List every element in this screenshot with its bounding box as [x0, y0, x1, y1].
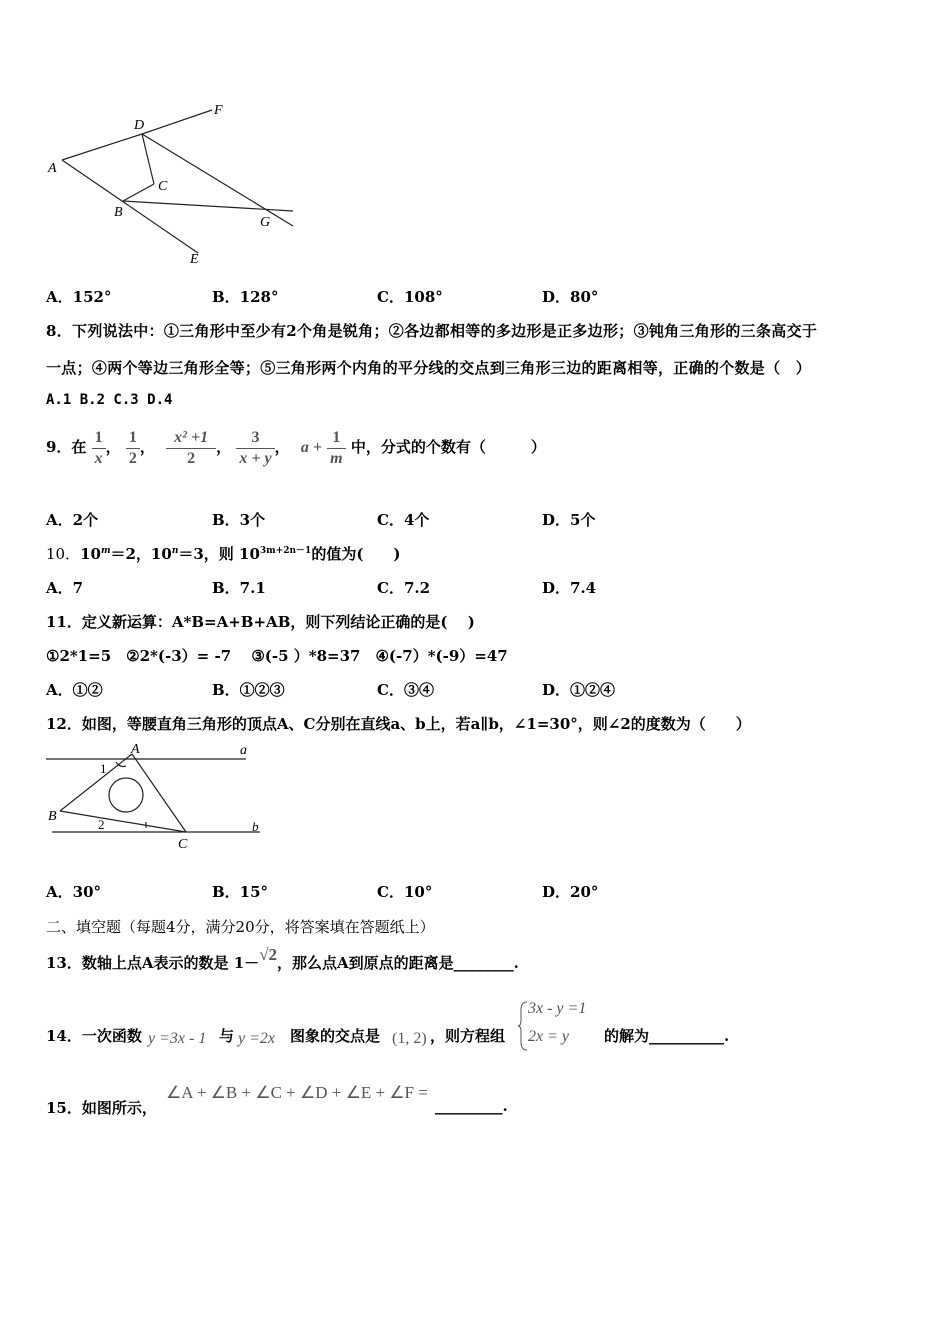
label-line-a: a	[240, 743, 247, 758]
q10-prefix: 10．	[46, 545, 81, 563]
q9-frac-4	[236, 428, 274, 469]
q11-option-a: A．①②	[46, 681, 103, 699]
q7-option-c: C．108°	[377, 288, 443, 306]
q12-figure	[40, 738, 270, 858]
label-a: A	[131, 742, 140, 757]
frac-num: 1	[92, 428, 106, 449]
q9-sep: ，	[274, 438, 290, 456]
q9-stem	[46, 425, 546, 470]
q10-sup-exp: 3m+2n－1	[259, 546, 312, 556]
q9-sep: ，	[139, 438, 155, 456]
q8-line1: 8．下列说法中：①三角形中至少有2个角是锐角；②各边都相等的多边形是正多边形；③钝角三角形的三条高交于	[46, 322, 818, 340]
q11-option-b: B．①②③	[212, 681, 285, 699]
q11-stem: 11．定义新运算：A*B=A+B+AB，则下列结论正确的是( )	[46, 613, 475, 631]
q14-suffix: 的解为__________.	[604, 1027, 730, 1045]
q9-frac-1	[92, 428, 106, 469]
label-b: B	[114, 205, 123, 220]
q8-options: A.1 B.2 C.3 D.4	[46, 392, 173, 408]
q13-sqrt: √2	[259, 945, 278, 964]
frac-den: m	[330, 449, 343, 467]
q10-option-d: D．7.4	[542, 579, 597, 597]
angle-2-label: 2	[98, 817, 105, 832]
q12-option-a: A．30°	[46, 883, 102, 901]
q8-line2: 一点；④两个等边三角形全等；⑤三角形两个内角的平分线的交点到三角形三边的距离相等，正确的个数是（ ）	[46, 359, 812, 377]
q14-system-eq1: 3x - y =1	[528, 1000, 587, 1017]
line-bg	[123, 201, 293, 211]
frac-num: 1	[126, 428, 140, 449]
side-bc	[60, 811, 186, 832]
side-ab	[60, 754, 132, 811]
label-c: C	[158, 179, 168, 194]
q12-option-c: C．10°	[377, 883, 433, 901]
q9-option-d: D．5个	[542, 511, 596, 529]
frac-num: 1	[327, 428, 345, 449]
q10-option-c: C．7.2	[377, 579, 431, 597]
frac-den: 2	[128, 449, 137, 467]
q9-prefix: 9．在	[46, 438, 87, 456]
frac-den: 2	[187, 449, 196, 467]
q14-f2: y =2x	[238, 1030, 275, 1047]
q10-sup-m: m	[100, 546, 111, 556]
q13-suffix: ，那么点A到原点的距离是________.	[277, 954, 519, 972]
label-g: G	[260, 215, 271, 230]
line-ae	[62, 160, 198, 253]
q9-suffix: 中，分式的个数有（ ）	[350, 438, 546, 456]
q10-option-a: A．7	[46, 579, 84, 597]
q9-last-a: a +	[300, 439, 322, 456]
q11-option-c: C．③④	[377, 681, 434, 699]
q9-option-b: B．3个	[212, 511, 266, 529]
label-e: E	[190, 252, 199, 267]
line-dc	[142, 134, 154, 184]
line-df	[142, 110, 212, 134]
q14-point: (1, 2)	[392, 1030, 427, 1047]
q9-option-a: A．2个	[46, 511, 99, 529]
q14-mid3: ，则方程组	[430, 1027, 506, 1045]
q11-items: ①2*1=5 ②2*(-3）= -7 ③(-5 ）*8=37 ④(-7）*(-9）=47	[46, 647, 508, 665]
q10-option-b: B．7.1	[212, 579, 266, 597]
q12-option-d: D．20°	[542, 883, 599, 901]
frac-num: x² +1	[166, 428, 216, 449]
q10-stem	[46, 543, 401, 564]
q7-figure	[40, 98, 310, 273]
q15-prefix: 15．如图所示，	[46, 1099, 157, 1117]
q13-stem	[46, 945, 519, 973]
incircle	[109, 778, 143, 812]
q12-stem: 12．如图，等腰直角三角形的顶点A、C分别在直线a、b上，若a∥b，∠1=30°，则∠2的度数为（ ）	[46, 715, 751, 733]
frac-den: x + y	[239, 449, 272, 467]
q7-option-d: D．80°	[542, 288, 599, 306]
q9-frac-2	[126, 428, 140, 469]
q14-mid1: 与	[219, 1027, 235, 1045]
q15-suffix: _________.	[435, 1097, 508, 1115]
q9-frac-3	[166, 428, 216, 469]
line-cb	[123, 184, 154, 201]
q10-eq2: ＝3，则 10	[178, 545, 260, 563]
angle-1-label: 1	[100, 761, 107, 776]
label-d: D	[134, 118, 145, 133]
q10-tail: 的值为( )	[311, 545, 401, 563]
q9-option-c: C．4个	[377, 511, 430, 529]
q13-prefix: 13．数轴上点A表示的数是 1－	[46, 954, 260, 972]
q10-stem-a: 10	[80, 545, 101, 563]
q14-mid2: 图象的交点是	[290, 1027, 381, 1045]
label-line-b: b	[252, 819, 259, 834]
side-ac	[132, 754, 186, 832]
line-ad	[62, 134, 142, 160]
q9-sep: ，	[105, 438, 121, 456]
label-b: B	[48, 809, 57, 824]
q9-sep: ，	[216, 438, 232, 456]
section-2-heading: 二、填空题（每题4分，满分20分，将答案填在答题纸上）	[46, 918, 435, 936]
q9-frac-5	[327, 428, 345, 469]
q11-option-d: D．①②④	[542, 681, 616, 699]
frac-den: x	[94, 449, 103, 467]
q14-prefix: 14．一次函数	[46, 1027, 142, 1045]
q7-option-a: A．152°	[46, 288, 112, 306]
q15-expression: ∠A + ∠B + ∠C + ∠D + ∠E + ∠F =	[166, 1083, 428, 1102]
q10-eq1: ＝2，10	[110, 545, 172, 563]
frac-num: 3	[236, 428, 274, 449]
q7-option-b: B．128°	[212, 288, 279, 306]
q14-f1: y =3x - 1	[148, 1030, 207, 1047]
q12-option-b: B．15°	[212, 883, 269, 901]
q10-sup-n: n	[171, 546, 179, 556]
label-c: C	[178, 837, 188, 852]
label-a: A	[48, 161, 57, 176]
q14-system-eq2: 2x = y	[528, 1028, 569, 1045]
label-f: F	[214, 103, 223, 118]
